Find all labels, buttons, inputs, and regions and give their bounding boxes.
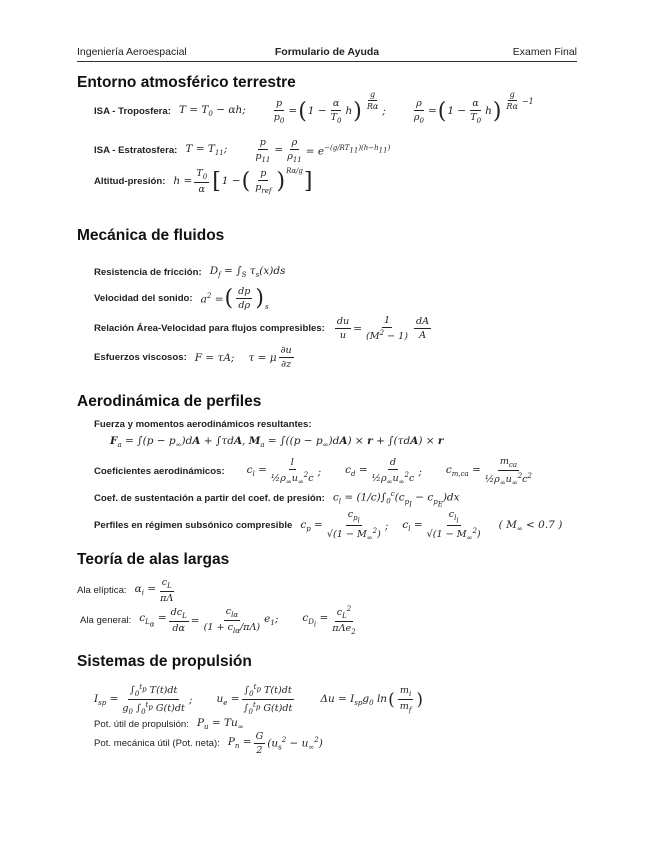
label-pressure-altitude: Altitud-presión: [94, 175, 166, 187]
header-course: Ingeniería Aeroespacial [77, 46, 187, 58]
section-title-fluids: Mecánica de fluidos [77, 227, 225, 244]
formula-specific-impulse: $I_{sp}$ = $\frac{\int_0^{t_p} T(t)dt}{g_0 \int_0^{t_p} G(t)dt}$ ; $u_e$ = $\frac{\int_0^{t_p} T(t)dt}{\int_0^{t_p} G(t)dt}$ $\Delta u = I_{sp}g_0$ ln ( $\frac{m_i}{m_f}$ ) [94, 683, 424, 717]
section-title-atmos: Entorno atmosférico terrestre [77, 74, 296, 91]
formula-friction-drag: Resistencia de fricción: $D_f = \int_S$ $\tau_s(x)ds$ [94, 265, 286, 280]
label-friction-drag: Resistencia de fricción: [94, 266, 202, 278]
formula-elliptic-wing: Ala elíptica: $\alpha_i$ = $\frac{c_L}{\pi\Lambda}$ [77, 577, 174, 604]
header-rule [77, 61, 577, 62]
formula-force-moment: $F_a = \int(p - p_\infty)dA + \int\tau dA$, $M_a = \int((p - p_\infty)dA) \times r + \int(\tau dA) \times r$ [110, 435, 444, 450]
label-general-wing: Ala general: [80, 615, 132, 626]
label-viscous-stress: Esfuerzos viscosos: [94, 352, 187, 363]
formula-lift-from-pressure: Coef. de sustentación a partir del coef. de presión: $c_l = (1/c)\int_0^c(c_{p_I} - c_{p_E})dx$ [94, 490, 460, 508]
formula-subsonic-compressible: Perfiles en régimen subsónico compresible $c_p$ = $\frac{c_{p_i}}{√(1 - M_\infty^2)}$ ; $c_l$ = $\frac{c_{l_i}}{√(1 - M_\infty^2)}$ ( $M_\infty < 0.7$ ) [94, 509, 563, 543]
page-header [77, 46, 577, 62]
formula-forces-label [94, 419, 320, 430]
label-lift-from-pressure: Coef. de sustentación a partir del coef. de presión: [94, 493, 325, 505]
formula-isa-stratosphere: ISA - Estratosfera: $T = T_{11}$; $\frac{p}{p_{11}}$ = $\frac{\rho}{\rho_{11}}$ = $e^{-(g/RT_{11})(h-h_{11})}$ [94, 137, 391, 164]
label-area-velocity: Relación Área-Velocidad para flujos compresibles: [94, 323, 325, 335]
formula-general-wing: Ala general: $c_{L_\alpha}$ = $\frac{dc_L}{d\alpha}$ = $\frac{c_{l\alpha}}{(1 + c_{l\alpha}/\pi\Lambda)}$ $e_1$; $c_{D_i}$ = $\frac{c_L^2}{\pi\Lambda e_2}$ [80, 605, 356, 636]
formula-net-power: Pot. mecánica útil (Pot. neta): $P_n$ = $\frac{G}{2}$ $(u_s^2 - u_\infty^2)$ [94, 731, 323, 756]
label-net-power: Pot. mecánica útil (Pot. neta): [94, 738, 220, 749]
label-elliptic-wing: Ala elíptica: [77, 584, 127, 596]
label-isa-troposphere: ISA - Troposfera: [94, 105, 171, 117]
label-sound-speed: Velocidad del sonido: [94, 293, 193, 304]
formula-aero-coefficients: Coeficientes aerodinámicos: $c_l$ = $\frac{l}{\frac{1}{2}\rho_\infty u_\infty^2c}$ ; $c_d$ = $\frac{d}{\frac{1}{2}\rho_\infty u_\infty^2c}$ ; $c_{m,ca}$ = $\frac{m_{ca}}{\frac{1}{2}\rho_\infty u_\infty^2c^2}$ [94, 456, 532, 487]
formula-sound-speed: Velocidad del sonido: $a^2$ = ( $\frac{dp}{d\rho}$ ) s [94, 286, 269, 311]
header-title: Formulario de Ayuda [274, 46, 380, 58]
label-isa-stratosphere: ISA - Estratosfera: [94, 144, 178, 156]
formula-viscous-stress: Esfuerzos viscosos: F = τA; τ = μ $\frac{\partial u}{\partial z}$ [94, 345, 292, 370]
label-aero-coefficients: Coeficientes aerodinámicos: [94, 466, 225, 477]
header-exam: Examen Final [512, 46, 577, 58]
label-aero-forces: Fuerza y momentos aerodinámicos resultantes: [94, 419, 312, 430]
formula-area-velocity: Relación Área-Velocidad para flujos compresibles: $\frac{du}{u}$ = $\frac{1}{(M^2 - 1)}$ $\frac{dA}{A}$ [94, 315, 430, 343]
label-propulsive-power: Pot. útil de propulsión: [94, 718, 189, 730]
section-title-wings: Teoría de alas largas [77, 551, 230, 568]
section-title-aero: Aerodinámica de perfiles [77, 393, 262, 410]
section-title-propulsion: Sistemas de propulsión [77, 653, 252, 670]
formula-pressure-altitude: Altitud-presión: h = $\frac{T_0}{\alpha}$ [ 1 − ( $\frac{p}{p_{ref}}$ ) Rα/g ] [94, 167, 313, 195]
label-subsonic-compressible: Perfiles en régimen subsónico compresible [94, 520, 293, 532]
formula-propulsive-power: Pot. útil de propulsión: $P_u = Tu_\infty$ [94, 717, 244, 732]
formula-isa-troposphere: ISA - Troposfera: $T = T_0 - \alpha h$; $\frac{p}{p_0}$ = ( 1 − $\frac{\alpha}{T_0}$ h ) $\frac{g}{R\alpha}$ ; $\frac{\rho}{\rho_0}$ = ( 1 − $\frac{\alpha}{T_0}$ h ) $\frac{g}{R\alpha}$ −1 [94, 89, 534, 125]
